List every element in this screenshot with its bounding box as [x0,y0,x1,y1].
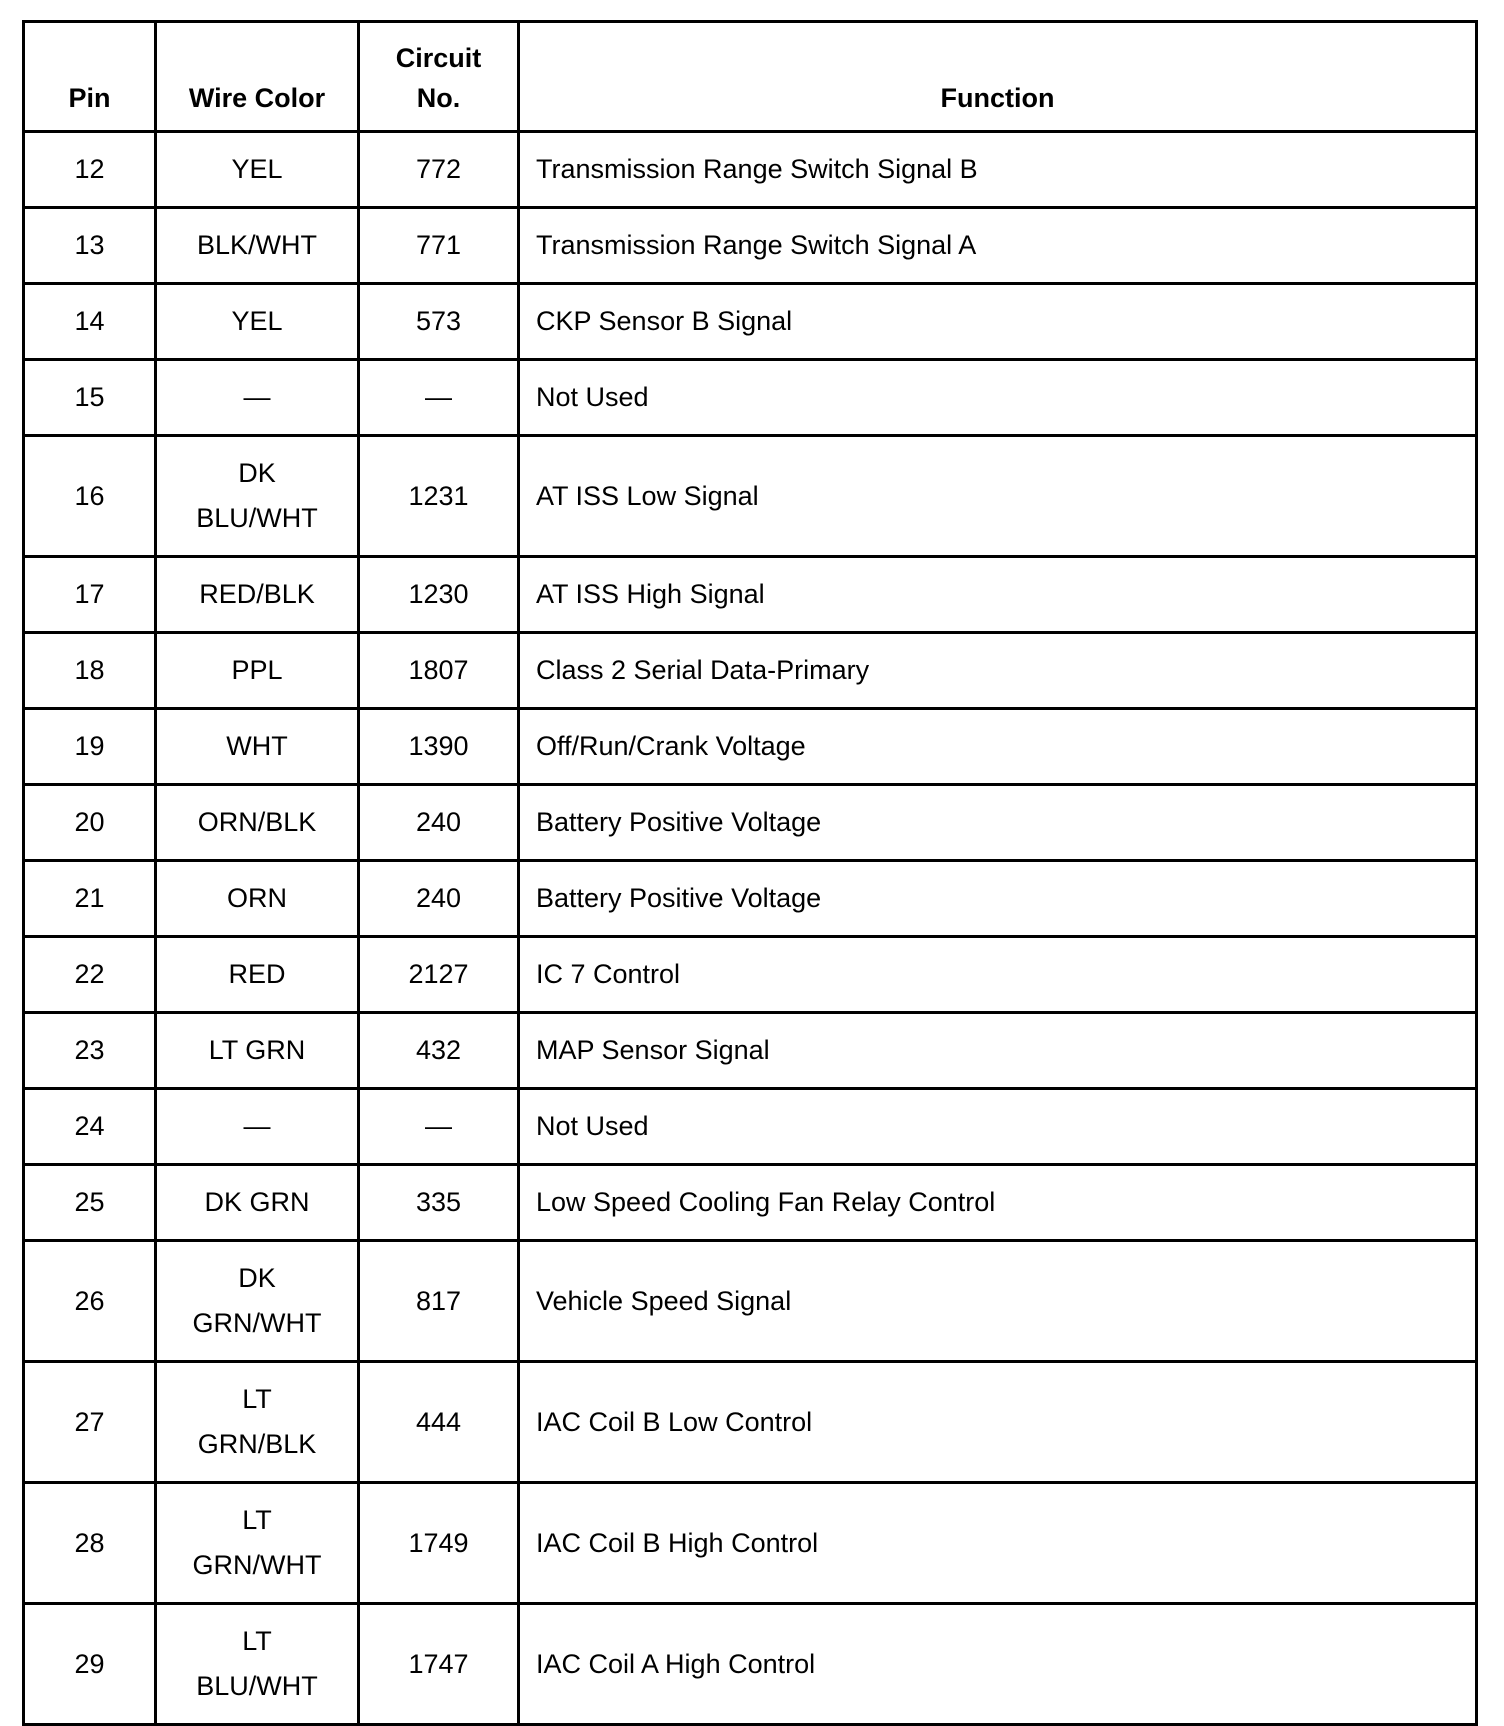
circuit-number-cell: 240 [359,785,519,861]
wire-color-line1: ORN/BLK [197,807,317,837]
circuit-number-cell: 444 [359,1362,519,1483]
table-row [24,360,1477,436]
wire-color-line2: BLU/WHT [196,1671,318,1701]
wire-color-line1: LT [242,1505,272,1535]
header-pin: Pin [24,22,156,132]
table-row [24,284,1477,360]
header-circuit-line1: Circuit [395,43,482,73]
wire-color-line1: BLK/WHT [196,230,317,260]
circuit-number-cell: 240 [359,861,519,937]
wire-color-line1: DK [238,1263,276,1293]
function-cell: Low Speed Cooling Fan Relay Control [519,1165,1477,1241]
wire-color-cell [156,785,359,861]
wire-color-line2: GRN/WHT [192,1308,322,1338]
function-cell: CKP Sensor B Signal [519,284,1477,360]
pin-cell: 26 [24,1241,156,1362]
header-circuit-line2: No. [416,83,461,113]
table-row [24,633,1477,709]
table-body [24,132,1477,1725]
table-row [24,1089,1477,1165]
circuit-number-cell: 1230 [359,557,519,633]
function-cell: IAC Coil B High Control [519,1483,1477,1604]
circuit-number-cell: 335 [359,1165,519,1241]
header-function: Function [519,22,1477,132]
table-row [24,1013,1477,1089]
pin-cell: 18 [24,633,156,709]
wire-color-cell [156,1013,359,1089]
wire-color-line2: GRN/WHT [192,1550,322,1580]
function-cell: Battery Positive Voltage [519,785,1477,861]
function-cell: Battery Positive Voltage [519,861,1477,937]
wire-color-line1: ORN [227,883,287,913]
table-row [24,861,1477,937]
circuit-number-cell: 432 [359,1013,519,1089]
wire-color-line1: LT [242,1384,272,1414]
header-row [24,22,1477,132]
wire-color-line1: DK GRN [204,1187,310,1217]
wire-color-cell [156,1165,359,1241]
circuit-number-cell: 772 [359,132,519,208]
function-cell: IC 7 Control [519,937,1477,1013]
wire-color-line2: GRN/BLK [197,1429,317,1459]
connector-pinout-table [22,20,1478,1726]
pin-cell: 14 [24,284,156,360]
wire-color-cell [156,1089,359,1165]
wire-color-line1: LT [242,1626,272,1656]
table-row [24,557,1477,633]
function-cell: Not Used [519,360,1477,436]
wire-color-line1: LT GRN [208,1035,306,1065]
function-cell: MAP Sensor Signal [519,1013,1477,1089]
pin-cell: 25 [24,1165,156,1241]
pin-cell: 24 [24,1089,156,1165]
pin-cell: 15 [24,360,156,436]
wire-color-cell [156,1604,359,1725]
header-wire-color: Wire Color [156,22,359,132]
pin-cell: 17 [24,557,156,633]
table-row [24,937,1477,1013]
table-row [24,1241,1477,1362]
table-row [24,709,1477,785]
table-row [24,1165,1477,1241]
circuit-number-cell: 817 [359,1241,519,1362]
circuit-number-cell: 1390 [359,709,519,785]
table-row [24,785,1477,861]
wire-color-cell [156,557,359,633]
table-row [24,1362,1477,1483]
function-cell: Off/Run/Crank Voltage [519,709,1477,785]
wire-color-line1: — [243,1111,271,1141]
table-row [24,1604,1477,1725]
pin-cell: 16 [24,436,156,557]
connector-pinout-table-container [22,20,1478,1726]
pin-cell: 22 [24,937,156,1013]
wire-color-cell [156,360,359,436]
pin-cell: 29 [24,1604,156,1725]
wire-color-line1: WHT [226,731,288,761]
wire-color-cell [156,284,359,360]
wire-color-cell [156,1362,359,1483]
wire-color-cell [156,1483,359,1604]
function-cell: Class 2 Serial Data-Primary [519,633,1477,709]
wire-color-cell [156,1241,359,1362]
function-cell: IAC Coil A High Control [519,1604,1477,1725]
wire-color-cell [156,709,359,785]
function-cell: Transmission Range Switch Signal B [519,132,1477,208]
function-cell: AT ISS Low Signal [519,436,1477,557]
circuit-number-cell: 1231 [359,436,519,557]
wire-color-line1: PPL [231,655,283,685]
pin-cell: 12 [24,132,156,208]
pin-cell: 28 [24,1483,156,1604]
wire-color-line1: RED/BLK [199,579,315,609]
table-row [24,132,1477,208]
function-cell: Vehicle Speed Signal [519,1241,1477,1362]
function-cell: AT ISS High Signal [519,557,1477,633]
wire-color-line2: BLU/WHT [196,503,318,533]
pin-cell: 23 [24,1013,156,1089]
pin-cell: 27 [24,1362,156,1483]
function-cell: Not Used [519,1089,1477,1165]
pin-cell: 20 [24,785,156,861]
pin-cell: 19 [24,709,156,785]
table-row [24,436,1477,557]
wire-color-line1: YEL [231,154,283,184]
wire-color-cell [156,436,359,557]
table-header [24,22,1477,132]
circuit-number-cell: 1749 [359,1483,519,1604]
wire-color-cell [156,132,359,208]
circuit-number-cell: — [359,360,519,436]
header-circuit-no [359,22,519,132]
wire-color-line1: DK [238,458,276,488]
circuit-number-cell: 573 [359,284,519,360]
function-cell: Transmission Range Switch Signal A [519,208,1477,284]
wire-color-line1: RED [228,959,286,989]
circuit-number-cell: — [359,1089,519,1165]
table-row [24,1483,1477,1604]
wire-color-line1: — [243,382,271,412]
wire-color-cell [156,633,359,709]
wire-color-line1: YEL [231,306,283,336]
circuit-number-cell: 1807 [359,633,519,709]
pin-cell: 13 [24,208,156,284]
wire-color-cell [156,937,359,1013]
circuit-number-cell: 1747 [359,1604,519,1725]
function-cell: IAC Coil B Low Control [519,1362,1477,1483]
pin-cell: 21 [24,861,156,937]
wire-color-cell [156,861,359,937]
circuit-number-cell: 771 [359,208,519,284]
wire-color-cell [156,208,359,284]
circuit-number-cell: 2127 [359,937,519,1013]
table-row [24,208,1477,284]
